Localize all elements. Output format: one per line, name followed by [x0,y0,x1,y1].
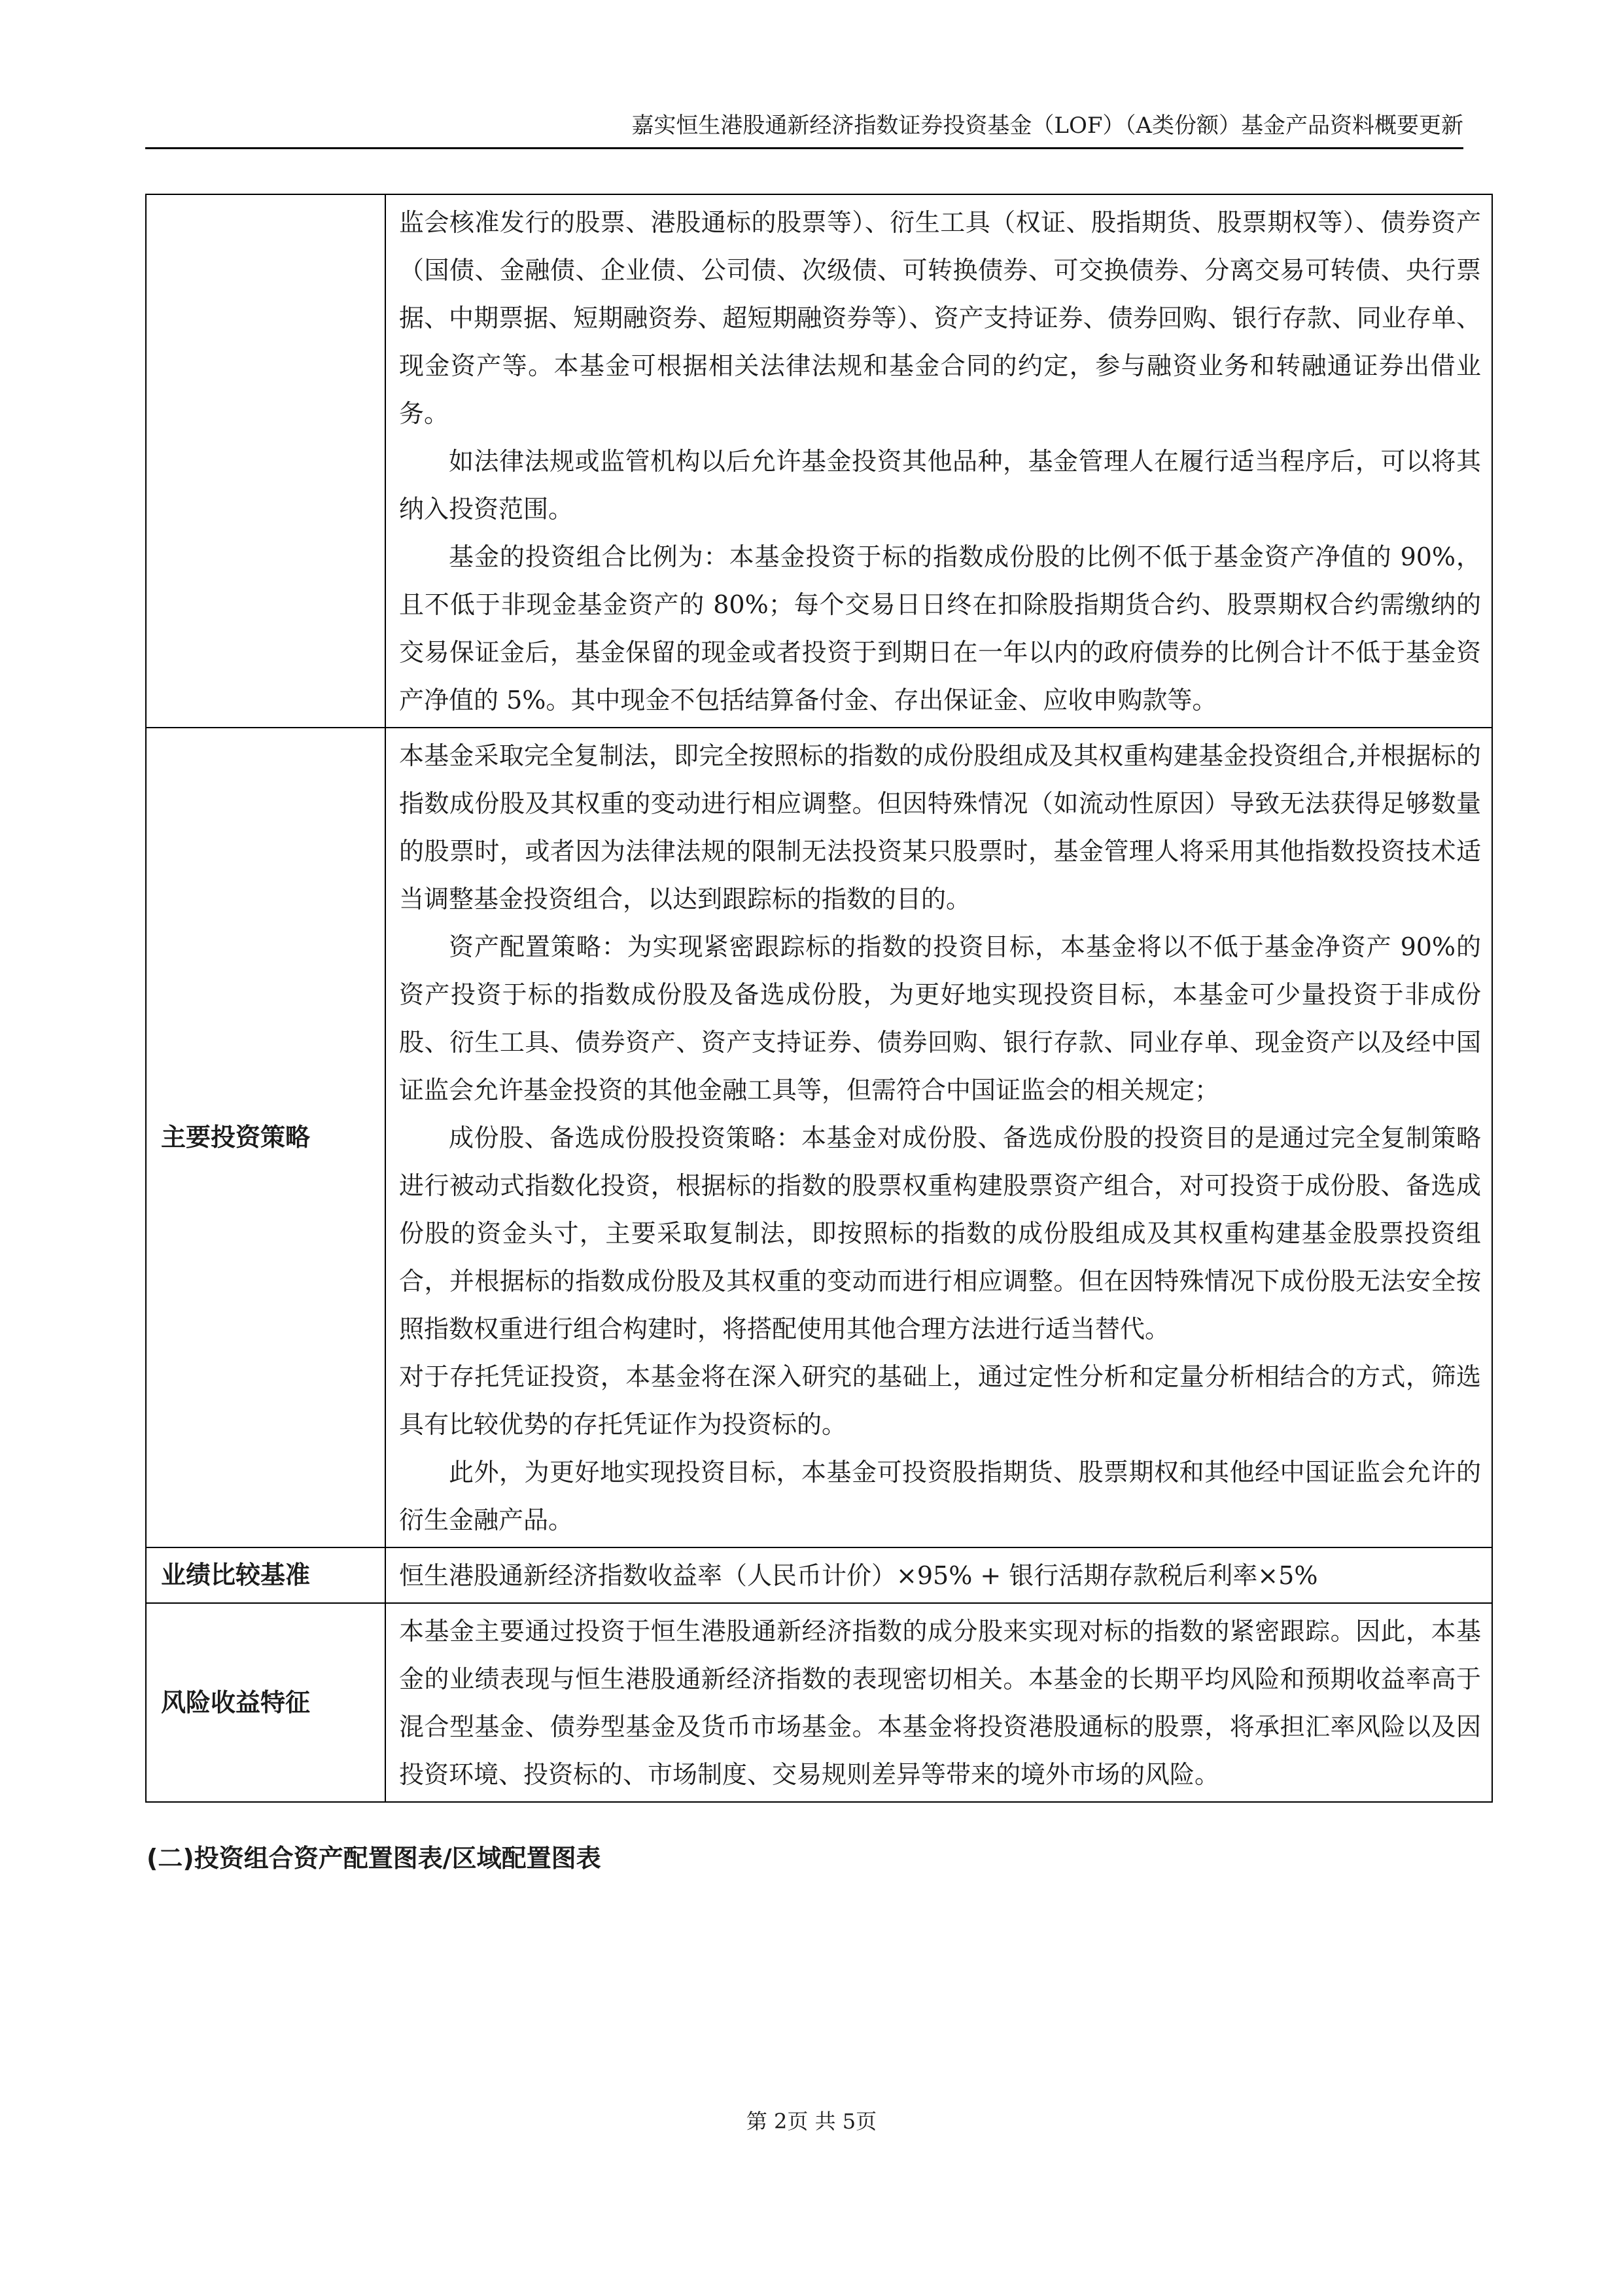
row-label-investment-strategy: 主要投资策略 [146,728,385,1547]
paragraph: 资产配置策略：为实现紧密跟踪标的指数的投资目标，本基金将以不低于基金净资产 90%的资产投资于标的指数成份股及备选成份股，为更好地实现投资目标，本基金可少量投资于非成份股、衍生工具、债券资产、资产支持证券、债券回购、银行存款、同业存单、现金资产以及经中国证监会允许基金投资的其他金融工具等，但需符合中国证监会的相关规定； [399,932,1481,1104]
document-header: 嘉实恒生港股通新经济指数证券投资基金（LOF）（A类份额）基金产品资料概要更新 [631,113,1463,139]
table-row-benchmark [146,1547,1492,1603]
row-label-benchmark: 业绩比较基准 [146,1547,385,1603]
paragraph: 对于存托凭证投资，本基金将在深入研究的基础上，通过定性分析和定量分析相结合的方式，筛选具有比较优势的存托凭证作为投资标的。 [399,1362,1481,1439]
paragraph: 本基金采取完全复制法，即完全按照标的指数的成份股组成及其权重构建基金投资组合,并根据标的指数成份股及其权重的变动进行相应调整。但因特殊情况（如流动性原因）导致无法获得足够数量的股票时，或者因为法律法规的限制无法投资某只股票时，基金管理人将采用其他指数投资技术适当调整基金投资组合，以达到跟踪标的指数的目的。 [399,741,1481,913]
paragraph: 基金的投资组合比例为：本基金投资于标的指数成份股的比例不低于基金资产净值的 90%，且不低于非现金基金资产的 80%；每个交易日日终在扣除股指期货合约、股票期权合约需缴纳的交易保证金后，基金保留的现金或者投资于到期日在一年以内的政府债券的比例合计不低于基金资产净值的 5%。其中现金不包括结算备付金、存出保证金、应收申购款等。 [399,542,1481,715]
investment-scope-cell [385,194,1492,728]
table-row-investment-scope [146,194,1492,728]
paragraph: 恒生港股通新经济指数收益率（人民币计价）×95% + 银行活期存款税后利率×5% [399,1561,1318,1590]
page-number: 第 2页 共 5页 [746,2109,877,2134]
paragraph: 监会核准发行的股票、港股通标的股票等）、衍生工具（权证、股指期货、股票期权等）、债券资产（国债、金融债、企业债、公司债、次级债、可转换债券、可交换债券、分离交易可转债、央行票据、中期票据、短期融资券、超短期融资券等）、资产支持证券、债券回购、银行存款、同业存单、现金资产等。本基金可根据相关法律法规和基金合同的约定，参与融资业务和转融通证券出借业务。 [399,208,1481,428]
investment-strategy-cell [385,728,1492,1547]
paragraph: 成份股、备选成份股投资策略：本基金对成份股、备选成份股的投资目的是通过完全复制策略进行被动式指数化投资，根据标的指数的股票权重构建股票资产组合，对可投资于成份股、备选成份股的资金头寸，主要采取复制法，即按照标的指数的成份股组成及其权重构建基金股票投资组合，并根据标的指数成份股及其权重的变动而进行相应调整。但在因特殊情况下成份股无法安全按照指数权重进行组合构建时，将搭配使用其他合理方法进行适当替代。 [399,1123,1481,1343]
section-title: (二)投资组合资产配置图表/区域配置图表 [147,1844,601,1873]
table-row-investment-strategy [146,728,1492,1547]
risk-return-cell [385,1603,1492,1802]
row-label-empty [146,194,385,728]
fund-info-table [145,194,1493,1803]
benchmark-cell [385,1547,1492,1603]
header-divider [145,147,1463,149]
paragraph: 如法律法规或监管机构以后允许基金投资其他品种，基金管理人在履行适当程序后，可以将其纳入投资范围。 [399,447,1481,523]
table-row-risk-return [146,1603,1492,1802]
row-label-risk-return: 风险收益特征 [146,1603,385,1802]
paragraph: 本基金主要通过投资于恒生港股通新经济指数的成分股来实现对标的指数的紧密跟踪。因此，本基金的业绩表现与恒生港股通新经济指数的表现密切相关。本基金的长期平均风险和预期收益率高于混合型基金、债券型基金及货币市场基金。本基金将投资港股通标的股票，将承担汇率风险以及因投资环境、投资标的、市场制度、交易规则差异等带来的境外市场的风险。 [399,1617,1481,1789]
paragraph: 此外，为更好地实现投资目标，本基金可投资股指期货、股票期权和其他经中国证监会允许的衍生金融产品。 [399,1458,1481,1534]
